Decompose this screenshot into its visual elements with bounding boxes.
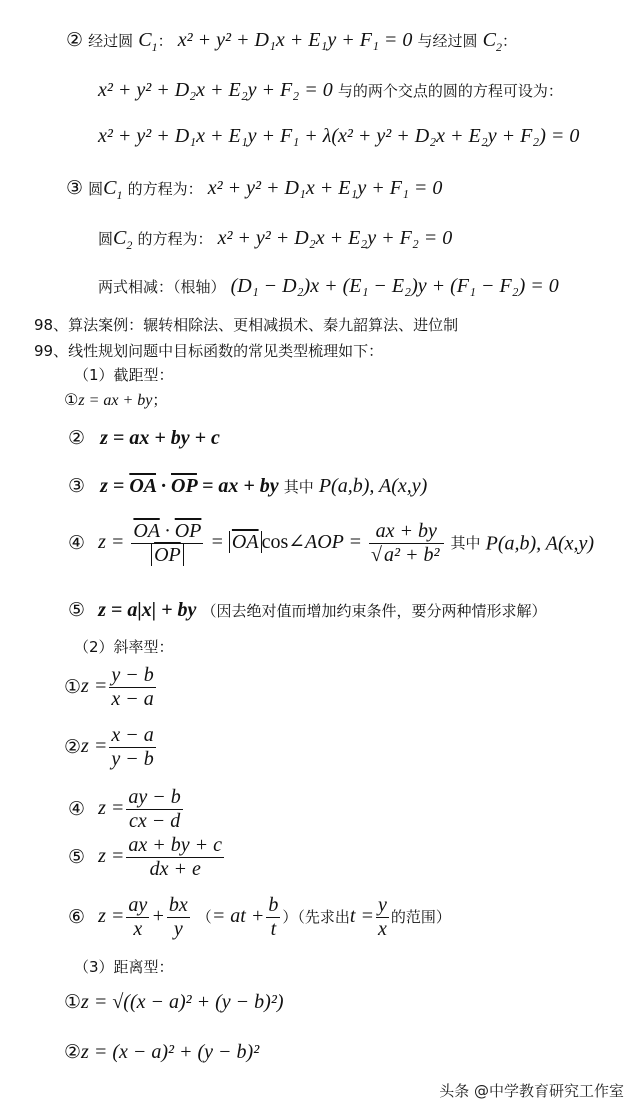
t2-item5 — [68, 834, 226, 881]
text: 与经过圆 — [417, 32, 478, 50]
text: 经过圆 — [88, 32, 134, 50]
text: 的范围） — [390, 908, 451, 926]
equation: z = $\frac{ay - b}{cx - d}$ — [98, 786, 181, 832]
text: （ — [196, 908, 212, 926]
t2-item2 — [64, 724, 158, 771]
equation: z = a|x| + by — [98, 599, 197, 621]
t1-item3 — [68, 476, 427, 496]
circle-c2-label: $C_2$ — [113, 227, 133, 252]
equation: (D₁ − D₂)x + (E₁ − E₂)y + (F₁ − F₂) = 0 — [230, 275, 559, 297]
text: 圆 — [98, 230, 114, 248]
points: P(a,b), A(x,y) — [318, 475, 428, 497]
equation: = at + $\frac{b}{t}$ — [211, 894, 279, 940]
circle-c2-label: $C_2$ — [482, 29, 502, 54]
circled-number: ① — [64, 991, 82, 1013]
text: 其中 — [450, 534, 481, 552]
text: ； — [152, 391, 168, 409]
item-99: 99、线性规划问题中目标函数的常见类型梳理如下： — [34, 342, 384, 360]
circled-number: ⑤ — [68, 846, 86, 868]
sec3-line3 — [98, 276, 559, 296]
text: 的方程为： — [127, 180, 203, 198]
t3-item2 — [64, 1042, 259, 1062]
text: 圆 — [88, 180, 104, 198]
circled-number: ① — [64, 676, 82, 698]
type2-heading: （2）斜率型： — [74, 638, 174, 656]
text: ）（先求出 — [282, 908, 350, 926]
t1-item1 — [64, 392, 167, 409]
equation: x² + y² + D₁x + E₁y + F₁ = 0 — [177, 29, 413, 51]
circled-number: ② — [68, 427, 86, 449]
circled-number: ② — [64, 736, 82, 758]
circled-number: ④ — [68, 532, 86, 554]
circled-number: ⑤ — [68, 599, 86, 621]
circled-number: ① — [64, 390, 79, 409]
equation: z = ax + by — [78, 392, 153, 409]
t3-item1 — [64, 992, 284, 1012]
t2-item4 — [68, 786, 185, 833]
type3-heading: （3）距离型： — [74, 958, 174, 976]
equation: x² + y² + D₂x + E₂y + F₂ = 0 — [98, 79, 333, 101]
t1-item2 — [68, 428, 220, 448]
type1-heading: （1）截距型： — [74, 366, 174, 384]
circled-number: ③ — [68, 475, 86, 497]
equation: z = (x − a)² + (y − b)² — [81, 1041, 260, 1063]
equation: z = √((x − a)² + (y − b)²) — [81, 991, 284, 1013]
item-98: 98、算法案例：辗转相除法、更相减损术、秦九韶算法、进位制 — [34, 316, 459, 334]
points: P(a,b), A(x,y) — [485, 532, 595, 555]
watermark: 头条 @中学教育研究工作室 — [439, 1082, 624, 1100]
t2-item1 — [64, 664, 158, 711]
text: 其中 — [283, 478, 314, 496]
text: （因去绝对值而增加约束条件，要分两种情形求解） — [201, 602, 547, 620]
sec3-line2 — [98, 228, 452, 251]
circled-number: ② — [66, 29, 84, 51]
circled-number: ④ — [68, 798, 86, 820]
equation: z = ax + by + c — [100, 427, 220, 449]
equation: x² + y² + D₁x + E₁y + F₁ + λ(x² + y² + D₂x + E₂y + F₂) = 0 — [98, 125, 580, 147]
sec3-line1 — [66, 178, 442, 201]
t1-item4 — [68, 520, 594, 567]
circle-c1-label: $C_1$ — [138, 29, 158, 54]
equation: z = $\frac{\overline{OA} \cdot \overline{OP}}{OP}$ = $\overline{OA}$ cos∠AOP = $\frac{ax + by}{\text{√ a² + b²}}$ — [98, 531, 450, 553]
equation: z = $\frac{ay}{x}$ + $\frac{bx}{y}$ — [98, 894, 188, 940]
sec2-line1: ② 经过圆 $C_1$： x² + y² + D₁x + E₁y + F₁ = 0 与经过圆 $C_2$： — [66, 29, 517, 54]
t1-item5 — [68, 600, 547, 620]
sec2-line2 — [98, 80, 563, 100]
circled-number: ③ — [66, 177, 84, 199]
equation: $z = \overline{OA} \cdot \overline{OP}$ = ax + by — [100, 475, 279, 497]
equation: z = $\frac{x - a}{y - b}$ — [81, 724, 154, 770]
equation: z = $\frac{y - b}{x - a}$ — [81, 664, 154, 710]
t2-item6 — [68, 894, 451, 941]
circled-number: ② — [64, 1041, 82, 1063]
circle-c1-label: $C_1$ — [103, 177, 123, 202]
equation: z = $\frac{ax + by + c}{dx + e}$ — [98, 834, 223, 880]
text: 的方程为： — [137, 230, 213, 248]
text: 与的两个交点的圆的方程可设为： — [337, 82, 563, 100]
circled-number: ⑥ — [68, 906, 86, 928]
equation: t = $\frac{y}{x}$ — [349, 894, 387, 940]
text: 两式相减：（根轴） — [98, 278, 226, 296]
sec2-line3 — [98, 126, 579, 146]
equation: x² + y² + D₁x + E₁y + F₁ = 0 — [207, 177, 443, 199]
equation: x² + y² + D₂x + E₂y + F₂ = 0 — [217, 227, 453, 249]
